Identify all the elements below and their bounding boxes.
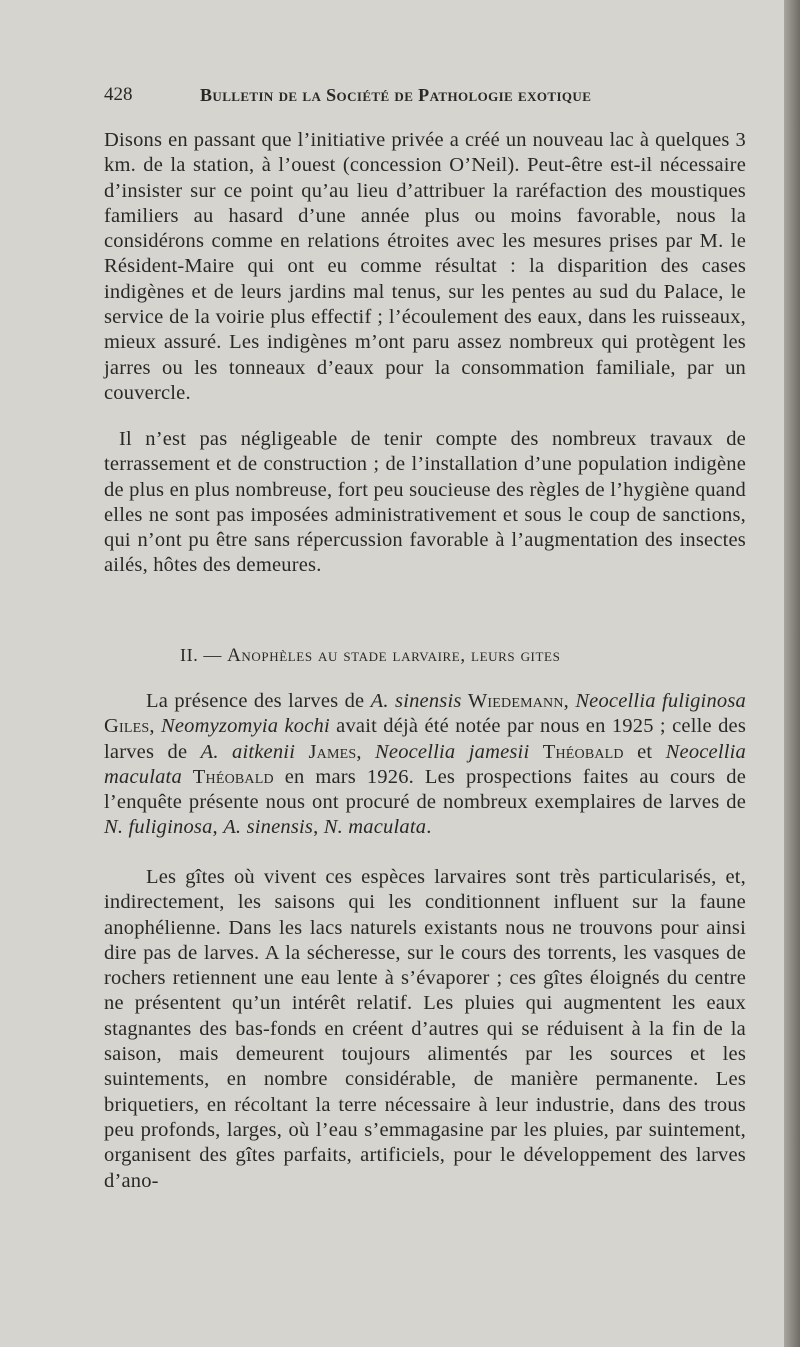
text-run: , [356, 740, 376, 763]
text-run: en mars 1926. Les prospections faites au cours de l’enquête présente nous ont procuré de nombreux exemplaires de larves de [104, 765, 746, 814]
text-run: , [149, 715, 161, 738]
text-run: , [563, 690, 576, 712]
author-name: Théobald [192, 765, 274, 788]
species-name: N. fuliginosa [104, 816, 213, 839]
paragraph-lake-and-mosquitoes: Disons en passant que l’initiative privée a créé un nouveau lac à quelques 3 km. de la station, à l’ouest (concession O’Neil). Peut-être est-il nécessaire d’insister sur ce point qu’au lieu d’attribuer la raréfaction des moustiques familiers au hasard d’une année plus ou moins favorable, nous la considérons comme en relations étroites avec les mesures prises par M. le Résident-Maire qui ont eu comme résultat : la disparition des cases indigènes et de leurs jardins mal tenus, sur les pentes au sud du Palace, le service de la voirie plus effectif ; l’écoulement des eaux, dans les ruisseaux, mieux assuré. Les indigènes m’ont paru assez nombreux qui protègent les jarres ou les tonneaux d’eaux pour la consommation familiale, par un couvercle. [104, 129, 746, 404]
text-run: La présence des larves de [146, 690, 371, 712]
text-run [182, 766, 193, 788]
text-run [529, 741, 542, 763]
page-number: 428 [104, 84, 133, 105]
author-name: Théobald [542, 740, 624, 763]
journal-title: Bulletin de la Société de Pathologie exotique [200, 85, 592, 105]
species-name: Neocellia maculata [104, 740, 746, 788]
section-heading [180, 645, 740, 667]
scan-edge-shadow [784, 0, 800, 1347]
running-head [104, 84, 744, 110]
author-name: James [308, 740, 357, 763]
text-run [295, 741, 308, 763]
section-title: Anophèles au stade larvaire, leurs gites [227, 645, 561, 666]
text-run: . [426, 816, 432, 839]
text-run: , [313, 816, 324, 839]
paragraph-earthworks: Il n’est pas négligeable de tenir compte des nombreux travaux de terrassement et de construction ; de l’installation d’une population indigène de plus en plus nombreuse, fort peu soucieuse des règles de l’hygiène quand elles ne sont pas imposées administrativement et sous le coup de sanctions, qui n’ont pu être sans répercussion favorable à l’augmentation des insectes ailés, hôtes des demeures. [104, 428, 746, 577]
species-name: A. sinensis [223, 816, 314, 839]
section-number: II. — [180, 645, 222, 665]
author-name: Wiedemann [467, 690, 564, 712]
text-run: avait déjà été notée par nous en 1925 ; celle des larves de [104, 715, 747, 763]
species-name: Neocellia fuliginosa [575, 690, 746, 712]
species-name: A. aitkenii [200, 740, 296, 763]
author-name: Giles [104, 715, 150, 738]
paragraph-larvae-species [104, 689, 746, 841]
species-name: Neocellia jamesii [375, 740, 530, 763]
text-run: et [623, 740, 666, 763]
species-name: Neomyzomyia kochi [160, 715, 330, 738]
species-name: N. maculata [323, 816, 427, 839]
text-run: , [212, 816, 224, 839]
paragraph-breeding-sites: Les gîtes où vivent ces espèces larvaires sont très particularisés, et, indirectement, les saisons qui les conditionnent influent sur la faune anophélienne. Dans les lacs naturels existants nous ne trouvons pour ainsi dire pas de larves. A la sécheresse, sur le cours des torrents, les vasques de rochers retiennent une eau lente à s’évaporer ; ces gîtes éloignés du centre ne présentent qu’un intérêt relatif. Les pluies qui augmentent les eaux stagnantes des bas-fonds en créent d’autres qui se réduisent à la fin de la saison, mais demeurent toujours alimentés par les sources et les suintements, en nombre considérable, de manière permanente. Les briquetiers, en récoltant la terre nécessaire à leur industrie, dans des trous peu profonds, larges, où l’eau s’emmagasine par les pluies, par suintement, organisent des gîtes parfaits, artificiels, pour le développement des larves d’ano- [104, 866, 746, 1192]
species-name: A. sinensis [370, 690, 462, 712]
